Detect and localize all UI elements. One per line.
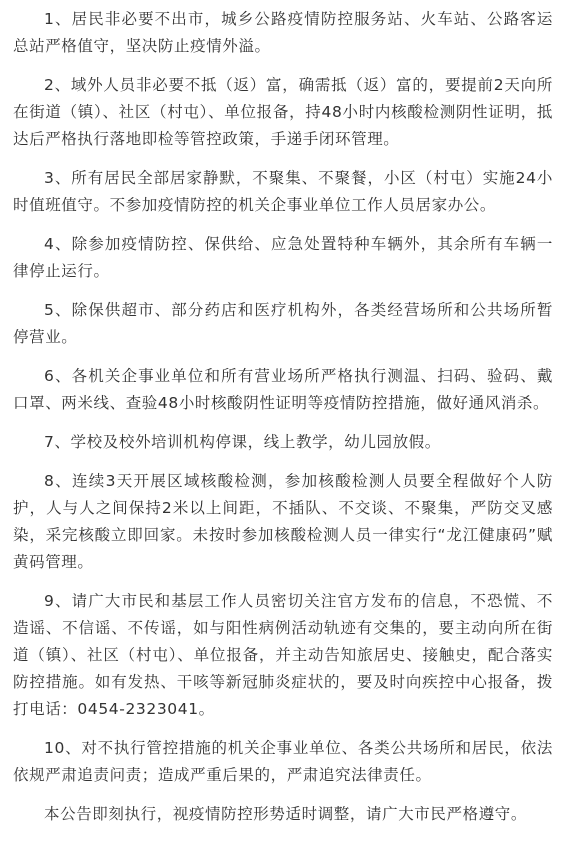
paragraph-9: 9、请广大市民和基层工作人员密切关注官方发布的信息，不恐慌、不造谣、不信谣、不传谣，如与阳性病例活动轨迹有交集的，要主动向所在街道（镇）、社区（村屯）、单位报备，并主动告知旅居史、接触史，配合落实防控措施。如有发热、干咳等新冠肺炎症状的，要及时向疾控中心报备，拨打电话：0454-2323041。 — [13, 592, 553, 718]
paragraph-gap — [13, 219, 553, 231]
paragraph-1: 1、居民非必要不出市，城乡公路疫情防控服务站、火车站、公路客运总站严格值守，坚决防止疫情外溢。 — [13, 10, 553, 55]
paragraph-2: 2、域外人员非必要不抵（返）富，确需抵（返）富的，要提前2天向所在街道（镇）、社区（村屯）、单位报备，持48小时内核酸检测阴性证明，抵达后严格执行落地即检等管控政策，手递手闭环管理。 — [13, 76, 553, 148]
paragraph-7: 7、学校及校外培训机构停课，线上教学，幼儿园放假。 — [44, 433, 441, 451]
paragraph-gap — [13, 789, 553, 801]
paragraph-6: 6、各机关企事业单位和所有营业场所严格执行测温、扫码、验码、戴口罩、两米线、查验48小时核酸阴性证明等疫情防控措施，做好通风消杀。 — [13, 367, 553, 412]
paragraph-gap — [13, 60, 553, 72]
paragraph-gap — [13, 576, 553, 588]
paragraph-gap — [13, 417, 553, 429]
paragraph-gap — [13, 285, 553, 297]
paragraph-8: 8、连续3天开展区域核酸检测，参加核酸检测人员要全程做好个人防护，人与人之间保持2米以上间距，不插队、不交谈、不聚集，严防交叉感染，采完核酸立即回家。未按时参加核酸检测人员一律实行“龙江健康码”赋黄码管理。 — [13, 472, 553, 571]
paragraph-4: 4、除参加疫情防控、保供给、应急处置特种车辆外，其余所有车辆一律停止运行。 — [13, 235, 553, 280]
paragraph-gap — [13, 723, 553, 735]
closing-paragraph: 本公告即刻执行，视疫情防控形势适时调整，请广大市民严格遵守。 — [44, 805, 528, 823]
paragraph-5: 5、除保供超市、部分药店和医疗机构外，各类经营场所和公共场所暂停营业。 — [13, 301, 553, 346]
paragraph-gap — [13, 351, 553, 363]
paragraph-gap — [13, 456, 553, 468]
paragraph-3: 3、所有居民全部居家静默，不聚集、不聚餐，小区（村屯）实施24小时值班值守。不参加疫情防控的机关企事业单位工作人员居家办公。 — [13, 169, 553, 214]
paragraph-10: 10、对不执行管控措施的机关企事业单位、各类公共场所和居民，依法依规严肃追责问责；造成严重后果的，严肃追究法律责任。 — [13, 739, 553, 784]
paragraph-gap — [13, 153, 553, 165]
